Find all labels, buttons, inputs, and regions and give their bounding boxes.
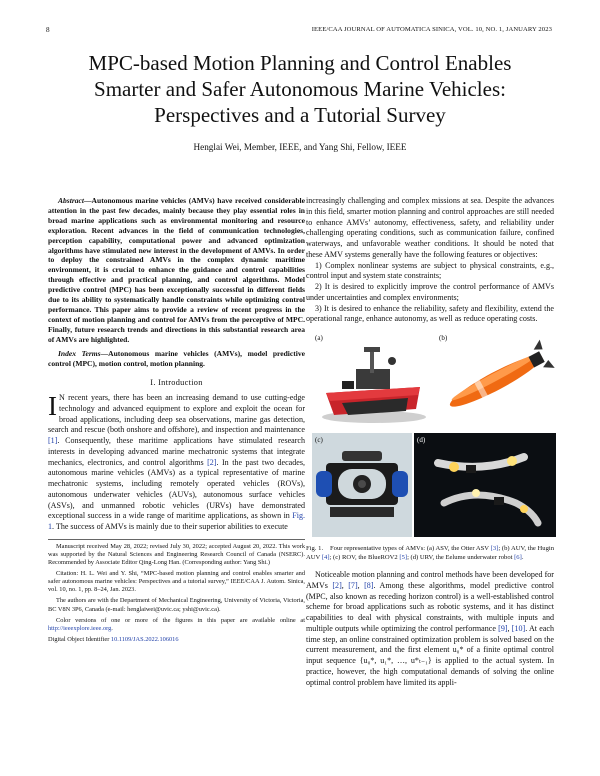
p2-text-b: ,: [341, 580, 349, 590]
rov-image: [312, 433, 412, 537]
figure-panel-a: [312, 331, 434, 431]
intro-text-3: . In the past two decades, autonomous marine vehicles (AMVs) as a typical representative of marine mechatronic systems, including remotely operated vehicles (ROVs), autonomous underwater vehicles (AUVs), autonomous surface vehicles (ASVs), and unmanned robotic vehicles (URVs) have demonstrated exceptional success in a wide range of maritime applications, as shown in: [48, 457, 305, 521]
p2-ref-5[interactable]: [10]: [511, 623, 526, 633]
urv-image: [414, 433, 556, 537]
abstract-text: —Autonomous marine vehicles (AMVs) have received considerable attention in the past few decades, mainly because they play essential roles in broad marine applications such as environmental monitoring and resource exploration. Recent advances in the field of communication technologies, perception capability, computational power and advanced optimization algorithms have stimulated new interest in the development of AMVs. In order to deploy the constrained AMVs in the complex dynamic maritime environment, it is crucial to enhance the guidance and control capabilities through effective and practical planning, and control algorithms. Model predictive control (MPC) has been exceptionally successful in different fields due to its ability to systematically handle constraints while optimizing control performance. This paper aims to provide a review of recent progress in the context of motion planning and control for AMVs from the perceptive of MPC. Finally, future research trends and directions in this substantial research area of AMVs are highlighted.: [48, 196, 305, 344]
asv-boat-image: [312, 331, 434, 431]
p2-text-e: ,: [507, 623, 512, 633]
auv-image: [436, 331, 556, 431]
citation-link-1[interactable]: [1]: [48, 436, 58, 446]
caption-text-a: Four representative types of AMVs: (a) ASV, the Otter ASV: [329, 545, 491, 552]
panel-tag-a: (a): [315, 334, 323, 342]
intro-text-2: . Consequently, these maritime applications have stimulated research interests in developing advanced marine mechatronic systems that integrate mechanics, electronics, and control algorithms: [48, 436, 305, 467]
page-number: 8: [46, 26, 50, 34]
index-terms: [48, 349, 305, 369]
caption-ref-c[interactable]: [5]: [399, 553, 408, 561]
journal-header: IEEE/CAA JOURNAL OF AUTOMATICA SINICA, VOL. 10, NO. 1, JANUARY 2023: [311, 26, 552, 33]
doi-link[interactable]: 10.1109/JAS.2022.106016: [110, 635, 179, 643]
figure-panel-b: [436, 331, 556, 431]
caption-ref-b[interactable]: [4]: [321, 553, 330, 561]
caption-text-e: .: [521, 553, 524, 561]
figure-panel-c: [312, 433, 412, 537]
panel-tag-d: (d): [417, 436, 426, 444]
p2-text-f: . At each time step, an online constrained optimization problem is solved based on the current measurement, and the first element u₀* of a finite optimal control input sequence {u₀*, u₁*, …, u*ₜ₋₁} is applied to the actual system. In practice, however, the high computational demands of solving the online optimal control problem have limited its appli-: [306, 623, 554, 687]
ieeexplore-link[interactable]: http://ieeexplore.ieee.org: [48, 624, 112, 632]
index-terms-lead: Index Terms: [58, 348, 101, 358]
p2-text-c: ,: [357, 580, 365, 590]
p2-text-d: . Among these algorithms, model predictive control (MPC, also known as receding horizon control) is a well-established control scheme for broad applications such as robotic systems, and it has distinct capabilities to deal with physical constraints, with multiple inputs and multiple outputs while optimizing the control performance: [306, 580, 555, 633]
section-heading-introduction: I. Introduction: [150, 378, 203, 388]
caption-label: Fig. 1.: [306, 545, 324, 552]
footnotes: [48, 539, 305, 644]
p2-text-a: Noticeable motion planning and control methods have been developed for AMVs: [306, 570, 554, 590]
index-terms-text: —Autonomous marine vehicles (AMVs), model predictive control (MPC), motion control, motion planning.: [48, 348, 305, 368]
footnote-affiliation: The authors are with the Department of Mechanical Engineering, University of Victoria, Victoria, BC V8N 3P6, Canada (e-mail: henglaiwei@uvic.ca; yshi@uvic.ca).: [48, 597, 305, 613]
caption-text-b: ; (b) AUV, the Hugin AUV: [306, 545, 554, 561]
caption-text-d: ; (d) URV, the Eelume underwater robot: [407, 553, 515, 561]
intro-text-1: N recent years, there has been an increasing demand to use cutting-edge technology and advanced equipment to explore and exploit the ocean for broad applications, including deep sea observations, marine gas detection, search and rescue (both onshore and offshore), and inspection and maintenance: [48, 393, 305, 435]
color-note-suffix: .: [111, 624, 113, 632]
footnote-color-versions: [48, 617, 305, 633]
figure-1-caption: [306, 545, 554, 562]
right-paragraph-2: [306, 570, 554, 688]
color-note-prefix: Color versions of one or more of the figures in this paper are available online at: [56, 616, 305, 624]
p2-ref-4[interactable]: [9]: [498, 623, 508, 633]
authors: Henglai Wei, Member, IEEE, and Yang Shi, Fellow, IEEE: [193, 142, 407, 152]
p2-ref-3[interactable]: [8]: [364, 580, 374, 590]
panel-tag-b: (b): [439, 334, 448, 342]
footnote-citation: Citation: H. L. Wei and Y. Shi, “MPC-based motion planning and control enables smarter and safer autonomous marine vehicles: Perspectives and a tutorial survey,” IEEE/CAA J. Autom. Sinica, vol. 10, no. 1, pp. 8–24, Jan. 2023.: [48, 570, 305, 594]
title-line-3: Perspectives and a Tutorial Survey: [154, 103, 446, 127]
figure-link-1[interactable]: Fig. 1: [48, 511, 305, 532]
figure-panel-d: [414, 433, 556, 537]
figure-1: [312, 331, 556, 541]
p2-ref-1[interactable]: [2]: [332, 580, 342, 590]
title-line-2: Smarter and Safer Autonomous Marine Vehicles:: [94, 77, 506, 101]
panel-tag-c: (c): [315, 436, 323, 444]
feature-item-3: 3) It is desired to enhance the reliability, safety and flexibility, extend the operational range, enhance autonomy, as well as reduce operating costs.: [306, 303, 554, 324]
feature-item-1: 1) Complex nonlinear systems are subject to physical constraints, e.g., control input and system state constraints;: [306, 260, 554, 281]
right-column: [306, 196, 554, 688]
abstract-lead: Abstract: [58, 196, 84, 205]
feature-item-2: 2) It is desired to explicitly improve the control performance of AMVs under uncertainties and complex environments;: [306, 282, 554, 302]
abstract: [48, 196, 305, 345]
caption-ref-a[interactable]: [3]: [490, 545, 499, 552]
citation-link-2[interactable]: [2]: [207, 457, 217, 467]
drop-cap: I: [48, 391, 57, 422]
intro-text-4: . The success of AMVs is mainly due to their superior abilities to execute: [52, 522, 288, 532]
right-paragraph-1: increasingly challenging and complex missions at sea. Despite the advances in this field, smarter motion planning and control approaches are still needed to enhance AMVs’ autonomy, effectiveness, safety, and reliability under challenging operating conditions, such as communication failure, confined waterways, and unfavorable weather conditions. It should be noted that these AMV systems generally have the following features or objectives:: [306, 196, 554, 259]
title-line-1: MPC-based Motion Planning and Control Enables: [88, 51, 512, 75]
footnote-doi: [48, 636, 305, 644]
intro-paragraph: [48, 393, 305, 533]
paper-title: [40, 50, 560, 128]
caption-ref-d[interactable]: [6]: [514, 553, 522, 561]
left-column: [48, 196, 305, 647]
caption-text-c: ; (c) ROV, the BlueROV2: [329, 553, 400, 561]
p2-ref-2[interactable]: [7]: [348, 580, 358, 590]
footnote-manuscript: Manuscript received May 28, 2022; revised July 30, 2022; accepted August 20, 2022. This work was supported by the Natural Sciences and Engineering Research Council of Canada (NSERC). Recommended by Associate Editor Qing-Long Han. (Corresponding author: Yang Shi.): [48, 542, 305, 567]
doi-prefix: Digital Object Identifier: [48, 635, 111, 643]
